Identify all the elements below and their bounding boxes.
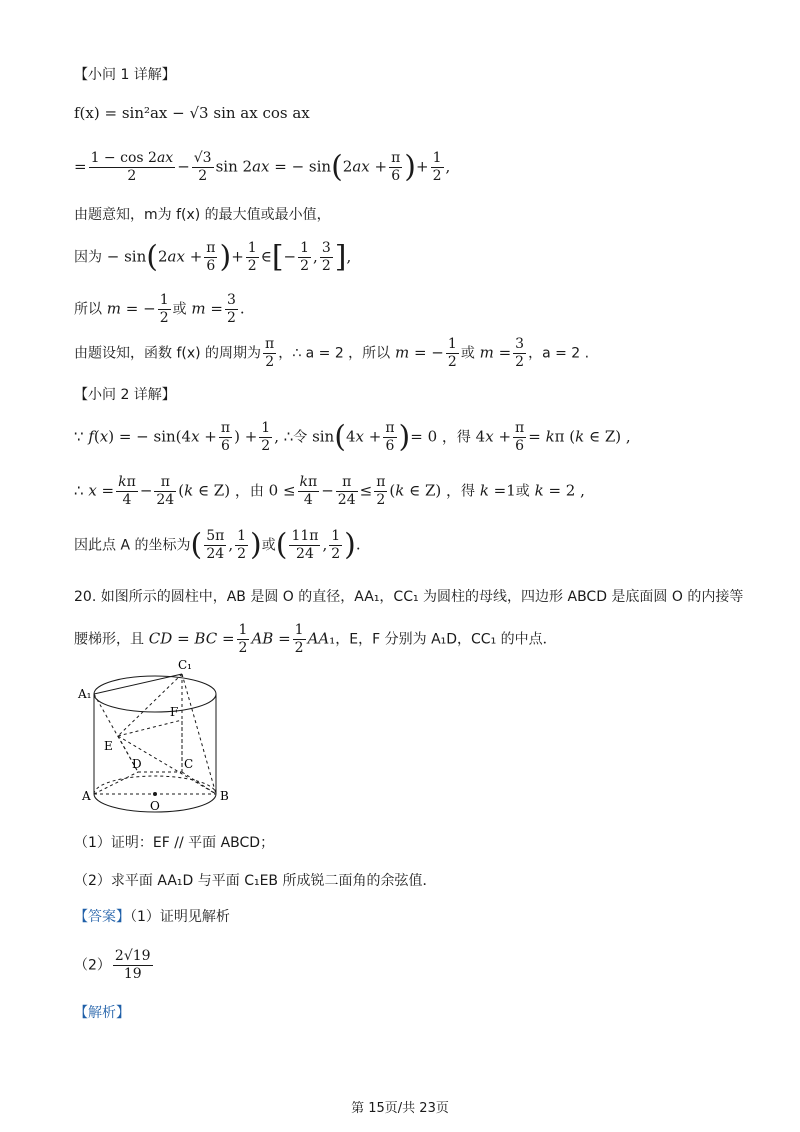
q1-header: 【小问 1 详解】 [74,67,176,83]
q20-text2-prefix: 腰梯形，且 [74,631,144,648]
segment-a-d [94,772,138,794]
q20-text1: 如图所示的圆柱中，AB 是圆 O 的直径，AA₁，CC₁ 为圆柱的母线，四边形 ABCD 是底面圆 O 的内接等 [100,589,744,605]
answer-line2 [74,948,155,983]
page-footer: 第 15页/共 23页 [351,1101,449,1116]
q20-sub2: （2）求平面 AA₁D 与平面 C₁EB 所成锐二面角的余弦值． [74,873,437,889]
q20-text2-suffix: ，E，F 分别为 A₁D，CC₁ 的中点． [335,631,557,648]
segment-e-f [118,720,182,736]
q2-point-prefix: 因此点 A 的坐标为 [74,537,191,554]
answer-tag: 【答案】 [74,909,130,925]
q20-text-line1 [74,586,743,606]
q2-header: 【小问 2 详解】 [74,387,176,403]
q1-m-prefix: 所以 [74,301,102,318]
q1-range-line: 因为 − sin(2ax + $\frac{\pi}{6}$ )+ $\frac{1}{2}$ ∈[− $\frac{1}{2}$ , $\frac{3}{2}$ ], [74,239,352,275]
label-a1: A₁ [78,687,92,701]
q1-period-mid: ，∴ a = 2 ，所以 [278,345,391,362]
q1-function-definition: f(x) = sin²ax − √3 sin ax cos ax [74,104,310,122]
center-o-dot [153,792,157,796]
label-d: D [132,757,142,771]
segment-c-b [182,772,216,794]
answer2-numerator: 2√19 [114,948,151,964]
answer1-text: （1）证明见解析 [130,909,230,925]
cylinder-figure [76,656,246,816]
q20-number: 20. [74,589,97,605]
analysis-tag: 【解析】 [74,1005,130,1021]
q1-period-end: ，a = 2 . [528,345,590,362]
q1-period-line: 由题设知，函数 f(x) 的周期为 $\frac{\pi}{2}$ ，∴ a = 2 ，所以 m = − $\frac{1}{2}$ 或 m = $\frac{3}{2}$ ，a = 2 . [74,336,590,370]
answer-line1 [74,906,230,926]
q20-sub1: （1）证明：EF // 平面 ABCD； [74,835,275,851]
answer2-prefix: （2） [74,957,111,974]
q2-point-a: 因此点 A 的坐标为( $\frac{5\pi}{24}$ , $\frac{1}{2}$ )或( $\frac{11\pi}{24}$ , $\frac{1}{2}$ ). [74,527,361,563]
label-b: B [220,789,229,803]
q20-text-line2: 腰梯形，且 CD = BC = $\frac{1}{2}$ AB = $\frac{1}{2}$ AA₁，E，F 分别为 A₁D，CC₁ 的中点． [74,622,557,656]
q1-expansion: = $\frac{1 - \cos 2ax}{2}$ − $\frac{√3}{2}$ sin 2ax = − sin(2ax + $\frac{\pi}{6}$ )+ $\frac{1}{2}$ , [74,149,451,185]
q2-line1: ∵ f(x) = − sin(4x + $\frac{\pi}{6}$ ) + $\frac{1}{2}$ , ∴令 sin(4x + $\frac{\pi}{6}$ )= 0 ，得 4x + $\frac{\pi}{6}$ = kπ (k ∈ Z) , [74,419,631,455]
label-c: C [184,757,194,771]
q1-m-values: 所以 m = − $\frac{1}{2}$ 或 m = $\frac{3}{2}$ . [74,292,245,326]
q1-period-prefix: 由题设知，函数 f(x) 的周期为 [74,345,262,362]
q2-line2: ∴ x = $\frac{k\pi}{4}$ − $\frac{\pi}{24}$ (k ∈ Z) ，由 0 ≤ $\frac{k\pi}{4}$ − $\frac{\pi}{24}$ ≤ $\frac{\pi}{2}$ (k ∈ Z) ，得 k =1或 k = 2 , [74,474,585,508]
label-c1: C₁ [178,658,192,672]
label-a: A [82,789,91,803]
label-f: F [170,705,179,719]
segment-c1-b [182,674,216,794]
label-o: O [150,799,160,813]
q1-range-prefix: 因为 [74,249,102,266]
q1-statement-max-min: 由题意知，m为 f(x) 的最大值或最小值， [74,207,331,223]
answer2-denominator: 19 [123,966,142,982]
label-e: E [104,739,113,753]
top-ellipse [94,676,216,712]
